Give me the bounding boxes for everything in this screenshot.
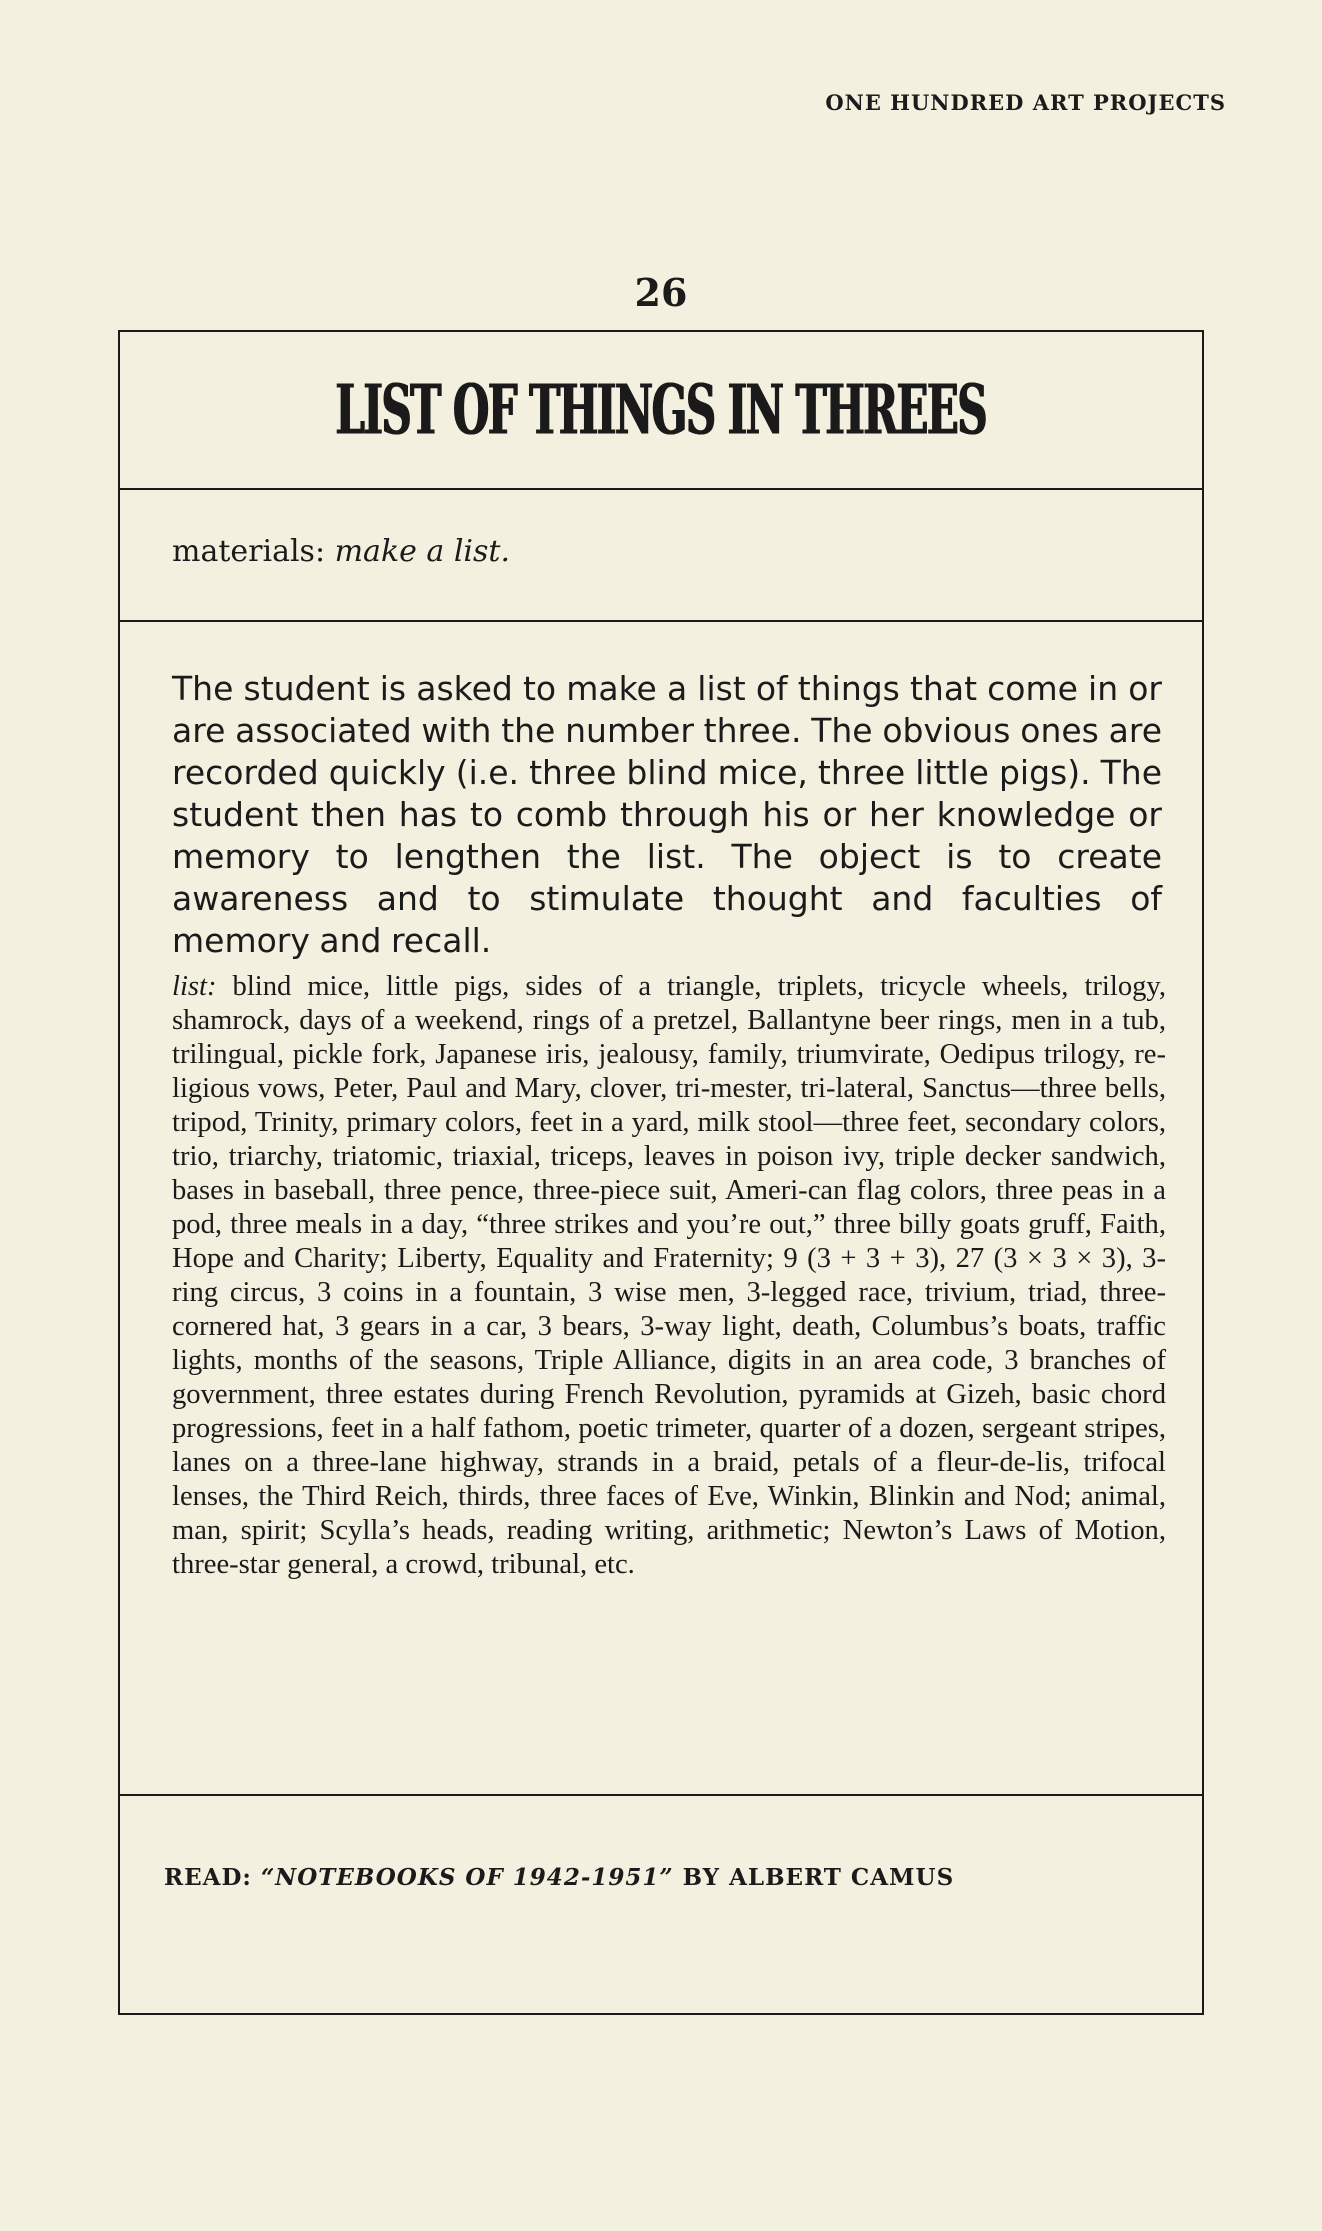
read-label: READ:: [164, 1864, 252, 1891]
read-author: BY ALBERT CAMUS: [682, 1864, 955, 1891]
project-box: [118, 330, 1204, 2015]
project-description: The student is asked to make a list of things that come in or are associated with the number three. The obvious ones are recorded quickly (i.e. three blind mice, three little pigs). The student then has to comb through his or her knowledge or memory to lengthen the list. The object is to create awareness and to stimulate thought and faculties of memory and recall.: [172, 669, 1162, 960]
list-label: list:: [172, 971, 217, 1002]
list-text: blind mice, little pigs, sides of a triangle, triplets, tricycle wheels, trilogy, shamrock, days of a weekend, rings of a pretzel, Ballantyne beer rings, men in a tub, trilingual, pickle fork, Japanese iris, jealousy, family, triumvirate, Oedipus trilogy, re-ligious vows, Peter, Paul and Mary, clover, tri-mester, tri-lateral, Sanctus—three bells, tripod, Trinity, primary colors, feet in a yard, milk stool—three feet, secondary colors, trio, triarchy, triatomic, triaxial, triceps, leaves in poison ivy, triple decker sandwich, bases in baseball, three pence, three-piece suit, Ameri-can flag colors, three peas in a pod, three meals in a day, “three strikes and you’re out,” three billy goats gruff, Faith, Hope and Charity; Liberty, Equality and Fraternity; 9 (3 + 3 + 3), 27 (3 × 3 × 3), 3-ring circus, 3 coins in a fountain, 3 wise men, 3-legged race, trivium, triad, three-cornered hat, 3 gears in a car, 3 bears, 3-way light, death, Columbus’s boats, traffic lights, months of the seasons, Triple Alliance, digits in an area code, 3 branches of government, three estates during French Revolution, pyramids at Gizeh, basic chord progressions, feet in a half fathom, poetic trimeter, quarter of a dozen, sergeant stripes, lanes on a three-lane highway, strands in a braid, petals of a fleur-de-lis, trifocal lenses, the Third Reich, thirds, three faces of Eve, Winkin, Blinkin and Nod; animal, man, spirit; Scylla’s heads, reading writing, arithmetic; Newton’s Laws of Motion, three-star general, a crowd, tribunal, etc.: [172, 971, 1167, 1580]
things-list: [172, 970, 1166, 1582]
read-section: [120, 1794, 1202, 2013]
title-section: [120, 332, 1202, 490]
description-section: [120, 620, 1202, 1796]
project-number: 26: [634, 270, 688, 315]
project-title: LIST OF THINGS IN THREES: [335, 369, 987, 451]
materials-section: [120, 488, 1202, 622]
materials-label: materials:: [172, 534, 326, 569]
read-title: “NOTEBOOKS OF 1942-1951”: [260, 1864, 674, 1891]
materials-value: make a list.: [334, 534, 511, 569]
read-line: [164, 1864, 954, 1891]
running-head: ONE HUNDRED ART PROJECTS: [825, 90, 1226, 115]
materials-line: [172, 534, 510, 569]
